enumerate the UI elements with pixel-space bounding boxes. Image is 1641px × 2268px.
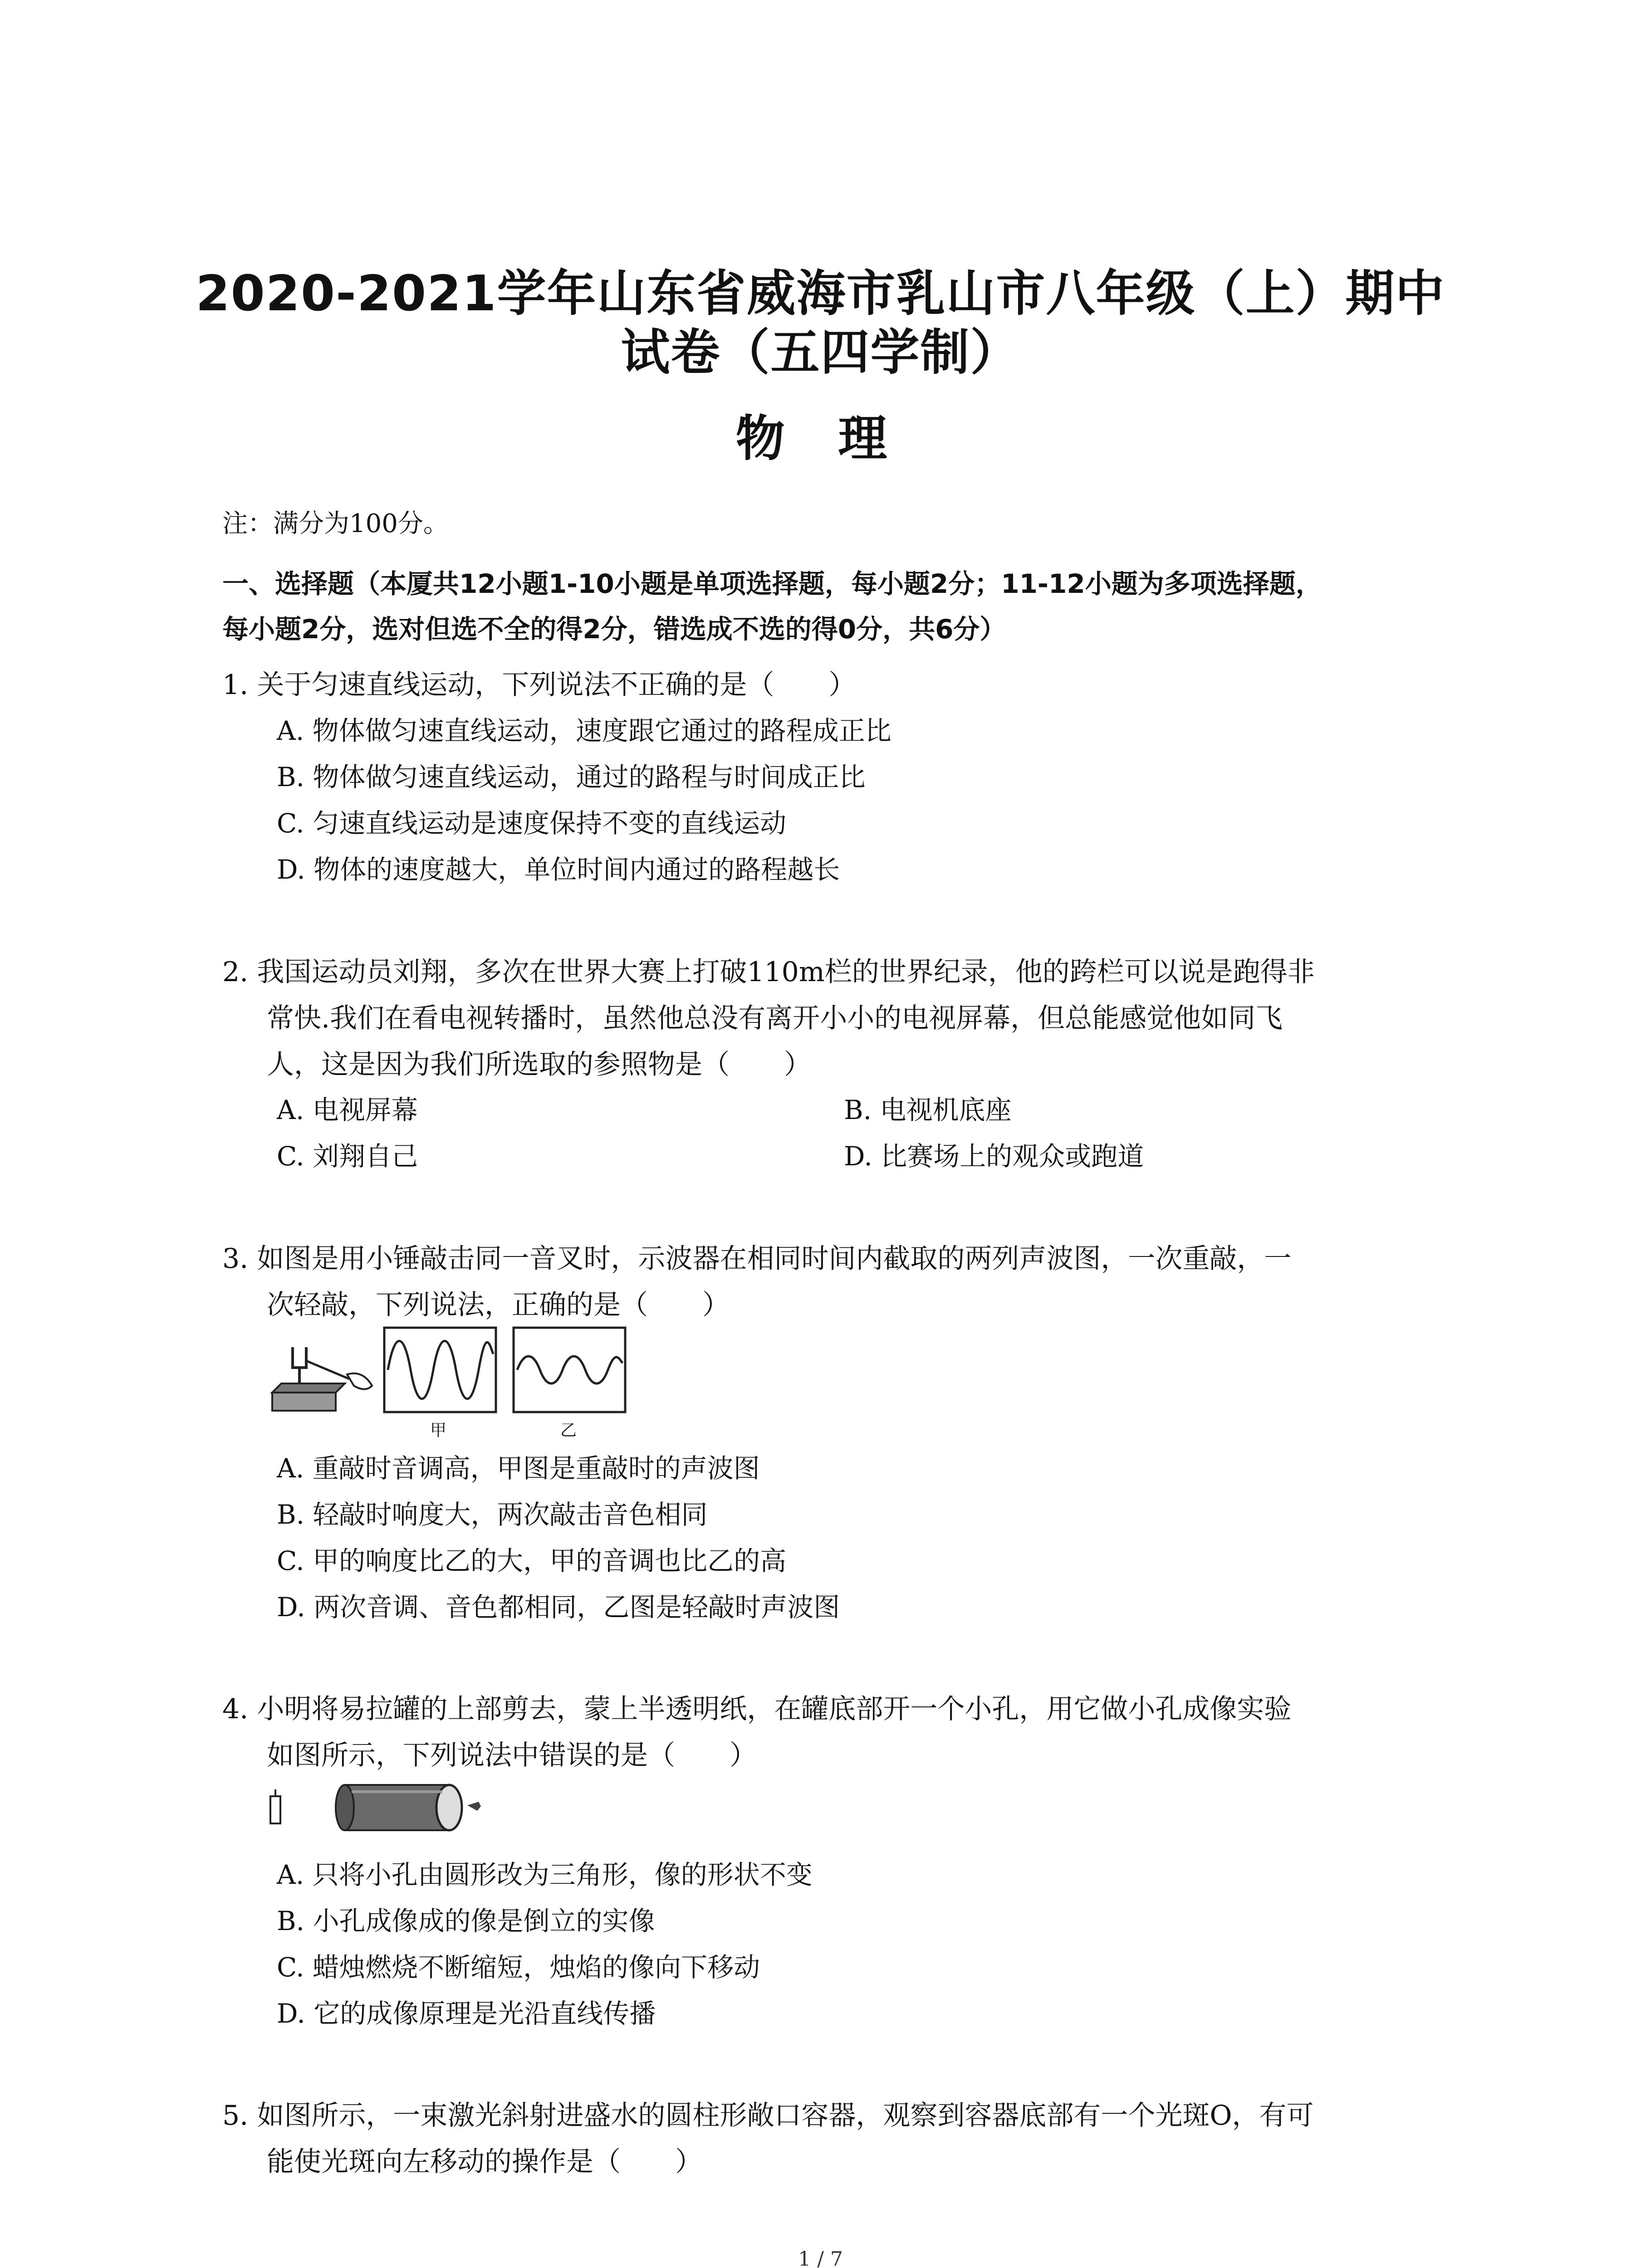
- question-stem-cont: 次轻敲，下列说法，正确的是（ ）: [267, 1289, 730, 1321]
- option-a: A. 只将小孔由圆形改为三角形，像的形状不变: [277, 1859, 813, 1890]
- option-c: C. 蜡烛燃烧不断缩短，烛焰的像向下移动: [277, 1952, 760, 1983]
- subject-title: 物 理: [735, 411, 906, 467]
- question-stem-cont: 如图所示，下列说法中错误的是（ ）: [267, 1740, 757, 1771]
- option-d: D. 两次音调、音色都相同，乙图是轻敲时声波图: [277, 1592, 840, 1623]
- pinhole-camera-figure: [268, 1778, 495, 1837]
- exam-title-line1: 2020-2021学年山东省威海市乳山市八年级（上）期中: [196, 265, 1445, 322]
- question-stem: 2. 我国运动员刘翔，多次在世界大赛上打破110m栏的世界纪录，他的跨栏可以说是跑得非: [222, 956, 1315, 988]
- question-stem: 3. 如图是用小锤敲击同一音叉时，示波器在相同时间内截取的两列声波图，一次重敲，一: [222, 1243, 1292, 1275]
- option-c: C. 刘翔自己: [277, 1141, 418, 1172]
- tuning-fork-figure: [268, 1343, 377, 1415]
- figure-label-jia: 甲: [430, 1421, 447, 1440]
- option-b: B. 物体做匀速直线运动，通过的路程与时间成正比: [277, 762, 866, 792]
- option-d: D. 物体的速度越大，单位时间内通过的路程越长: [277, 854, 840, 885]
- score-note: 注：满分为100分。: [222, 509, 449, 538]
- option-b: B. 小孔成像成的像是倒立的实像: [277, 1906, 655, 1936]
- option-a: A. 重敲时音调高，甲图是重敲时的声波图: [277, 1453, 760, 1484]
- waveform-yi: [513, 1327, 626, 1413]
- option-a: A. 物体做匀速直线运动，速度跟它通过的路程成正比: [277, 715, 892, 746]
- exam-title-line2: 试卷（五四学制）: [621, 324, 1020, 381]
- section-heading-line1: 一、选择题（本厦共12小题1-10小题是单项选择题，每小题2分；11-12小题为多项选择题，: [222, 568, 1322, 599]
- option-c: C. 匀速直线运动是速度保持不变的直线运动: [277, 808, 787, 839]
- question-stem: 4. 小明将易拉罐的上部剪去，蒙上半透明纸，在罐底部开一个小孔，用它做小孔成像实验: [222, 1693, 1292, 1725]
- figure-label-yi: 乙: [560, 1421, 577, 1440]
- question-stem-cont: 人，这是因为我们所选取的参照物是（ ）: [267, 1049, 811, 1080]
- option-c: C. 甲的响度比乙的大，甲的音调也比乙的高: [277, 1545, 787, 1576]
- page-number: 1 / 7: [798, 2248, 843, 2268]
- question-stem: 1. 关于匀速直线运动，下列说法不正确的是（ ）: [222, 669, 856, 701]
- question-stem-cont: 常快.我们在看电视转播时，虽然他总没有离开小小的电视屏幕，但总能感觉他如同飞: [267, 1002, 1283, 1034]
- option-b: B. 电视机底座: [844, 1095, 1012, 1125]
- question-stem: 5. 如图所示，一束激光斜射进盛水的圆柱形敞口容器，观察到容器底部有一个光斑O，有可: [222, 2100, 1314, 2131]
- option-d: D. 比赛场上的观众或跑道: [844, 1141, 1144, 1172]
- question-stem-cont: 能使光斑向左移动的操作是（ ）: [267, 2146, 702, 2178]
- section-heading-line2: 每小题2分，选对但选不全的得2分，错选成不选的得0分，共6分）: [222, 614, 1006, 645]
- option-a: A. 电视屏幕: [277, 1095, 418, 1125]
- option-d: D. 它的成像原理是光沿直线传播: [277, 1998, 656, 2029]
- option-b: B. 轻敲时响度大，两次敲击音色相同: [277, 1499, 708, 1530]
- waveform-jia: [383, 1327, 497, 1413]
